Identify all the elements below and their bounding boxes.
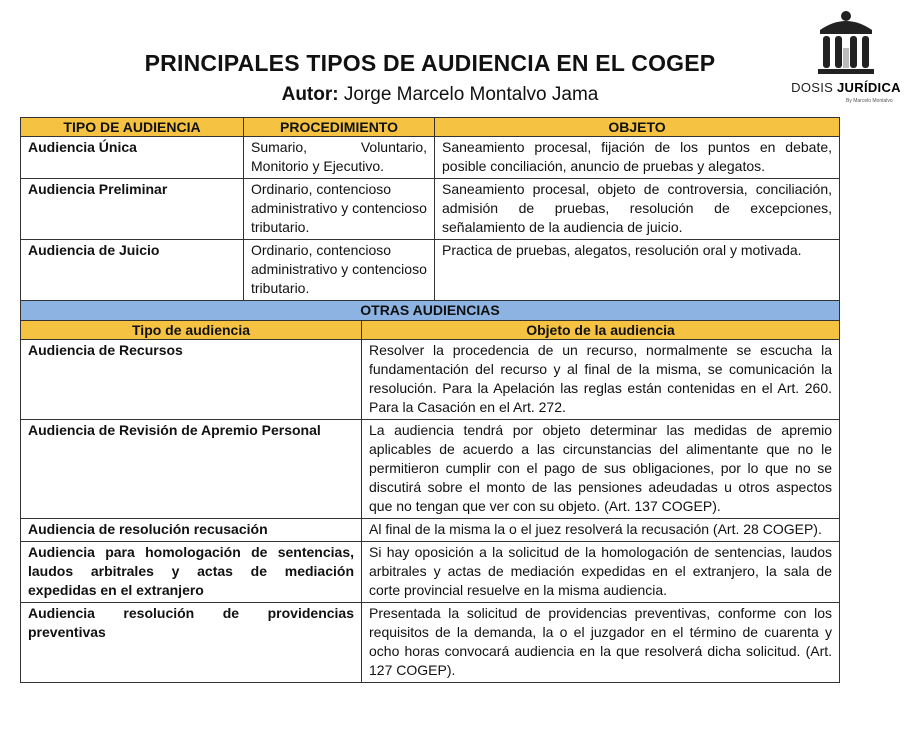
header-objeto: OBJETO (435, 118, 840, 137)
author-label: Autor: (281, 84, 339, 105)
row-tipo: Audiencia resolución de providencias preventivas (21, 603, 362, 683)
row-objeto: Saneamiento procesal, objeto de controversia, conciliación, admisión de pruebas, resolución de excepciones, señalamiento de la audiencia de juicio. (435, 179, 840, 240)
row-objeto: Practica de pruebas, alegatos, resolución oral y motivada. (435, 240, 840, 301)
header-tipo-audiencia: Tipo de audiencia (21, 321, 362, 340)
section-row (21, 301, 840, 321)
columns-emblem-icon (810, 8, 882, 78)
brand-name: DOSIS JURÍDICA (791, 80, 901, 95)
header-procedimiento: PROCEDIMIENTO (244, 118, 435, 137)
row-tipo: Audiencia de resolución recusación (21, 519, 362, 542)
row-procedimiento: Ordinario, contencioso administrativo y contencioso tributario. (244, 179, 435, 240)
author-name: Jorge Marcelo Montalvo Jama (338, 84, 599, 105)
page-title: PRINCIPALES TIPOS DE AUDIENCIA EN EL COGEP (144, 50, 716, 76)
author-line (0, 84, 880, 106)
brand-logo (790, 8, 902, 108)
row-objeto: La audiencia tendrá por objeto determinar las medidas de apremio aplicables de acuerdo a las circunstancias del alimentante que no le permitieron cumplir con el pago de sus obligaciones, por lo que no se discutirá sobre el monto de las pensiones adeudadas u otros aspectos que no tengan que ver con su objeto. (Art. 137 COGEP). (362, 420, 840, 519)
table-row (21, 137, 840, 179)
table-row (21, 519, 840, 542)
header-objeto-audiencia: Objeto de la audiencia (362, 321, 840, 340)
row-tipo: Audiencia de Juicio (21, 240, 244, 301)
row-procedimiento: Ordinario, contencioso administrativo y contencioso tributario. (244, 240, 435, 301)
brand-subtitle: By Marcelo Montalvo (846, 98, 893, 104)
row-tipo: Audiencia para homologación de sentencias, laudos arbitrales y actas de mediación expedidas en el extranjero (21, 542, 362, 603)
audiencias-table (20, 117, 840, 683)
table-header-row (21, 118, 840, 137)
row-objeto: Resolver la procedencia de un recurso, normalmente se escucha la fundamentación del recurso y al final de la misma, se comunicación la resolución. Para la Apelación las reglas están contenidas en el Art. 260. Para la Casación en el Art. 272. (362, 340, 840, 420)
header-tipo: TIPO DE AUDIENCIA (21, 118, 244, 137)
table-row (21, 420, 840, 519)
row-procedimiento: Sumario, Voluntario, Monitorio y Ejecutivo. (244, 137, 435, 179)
row-objeto: Si hay oposición a la solicitud de la homologación de sentencias, laudos arbitrales y actas de mediación expedidas en el extranjero, la sala de corte provincial resuelve en la misma audiencia. (362, 542, 840, 603)
row-objeto: Saneamiento procesal, fijación de los puntos en debate, posible conciliación, anuncio de pruebas y alegatos. (435, 137, 840, 179)
table-row (21, 603, 840, 683)
row-tipo: Audiencia Única (21, 137, 244, 179)
table-row (21, 240, 840, 301)
row-tipo: Audiencia de Recursos (21, 340, 362, 420)
section-title: OTRAS AUDIENCIAS (21, 301, 840, 321)
row-tipo: Audiencia de Revisión de Apremio Personal (21, 420, 362, 519)
table-header-row (21, 321, 840, 340)
row-tipo: Audiencia Preliminar (21, 179, 244, 240)
table-row (21, 340, 840, 420)
row-objeto: Al final de la misma la o el juez resolverá la recusación (Art. 28 COGEP). (362, 519, 840, 542)
row-objeto: Presentada la solicitud de providencias preventivas, conforme con los requisitos de la demanda, la o el juzgador en el término de cuarenta y ocho horas convocará audiencia en la que resolverá dicha solicitud. (Art. 127 COGEP). (362, 603, 840, 683)
table-row (21, 542, 840, 603)
table-row (21, 179, 840, 240)
